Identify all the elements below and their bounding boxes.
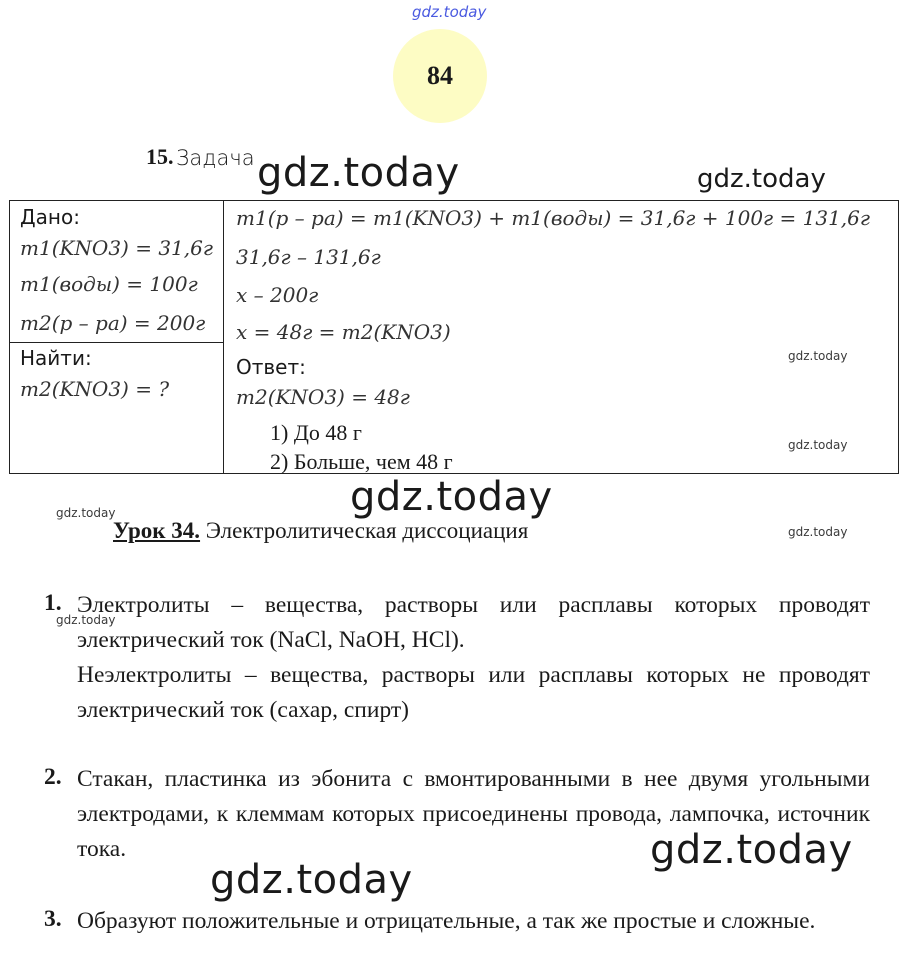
answer-option-2: 2) Больше, чем 48 г — [270, 449, 453, 474]
answer-label: Ответ: — [236, 355, 306, 379]
given-line-1 — [20, 236, 213, 260]
watermark: gdz.today — [788, 349, 848, 363]
watermark: gdz.today — [697, 164, 826, 194]
watermark: gdz.today — [350, 474, 553, 520]
watermark: gdz.today — [788, 525, 848, 539]
lesson-title: Электролитическая диссоциация — [205, 518, 529, 543]
watermark: gdz.today — [257, 150, 460, 196]
solution-line-1: m1(р – ра) = m1(KNO3) + m1(воды) = 31,6г + 100г = 131,6г — [236, 206, 870, 230]
page-number: 84 — [427, 61, 453, 90]
solution-line-2: 31,6г – 131,6г — [236, 245, 381, 269]
answer-option-1: 1) До 48 г — [270, 420, 362, 445]
item-2-number: 2. — [44, 764, 62, 790]
item-3-paragraph: Образуют положительные и отрицательные, а так же простые и сложные. — [77, 908, 816, 934]
watermark: gdz.today — [56, 506, 116, 520]
task-title: Задача — [176, 146, 255, 170]
given-header: Дано: — [20, 205, 80, 229]
item-1-paragraph-2: Неэлектролиты – вещества, растворы или расплавы которых не проводят электрический ток (сахар, спирт) — [77, 662, 870, 723]
given-line-2: m1(воды) = 100г — [20, 272, 198, 296]
item-2-paragraph: Стакан, пластинка из эбонита с вмонтированными в нее двумя угольными электродами, к клеммам которых присоединены провода, лампочка, источник тока. — [77, 766, 870, 862]
item-1-number: 1. — [44, 590, 62, 616]
watermark: gdz.today — [210, 857, 413, 903]
solution-line-3: x – 200г — [236, 283, 319, 307]
given-line-1-text: m1(KNO3) = 31,6г — [20, 236, 213, 260]
watermark: gdz.today — [56, 613, 116, 627]
site-logo-text: gdz.today — [412, 3, 487, 21]
answer-value: m2(KNO3) = 48г — [236, 385, 410, 409]
lesson-number: Урок 34. — [113, 518, 201, 543]
find-line: m2(KNO3) = ? — [20, 377, 170, 401]
lesson-heading — [113, 518, 528, 544]
find-header: Найти: — [20, 346, 92, 370]
item-3-number: 3. — [44, 906, 62, 932]
solution-line-4: x = 48г = m2(KNO3) — [236, 320, 451, 344]
item-1-paragraph-1: Электролиты – вещества, растворы или расплавы которых проводят электрический ток (NaCl, NaOH, HCl). — [77, 592, 870, 653]
given-line-3: m2(р – ра) = 200г — [20, 311, 206, 335]
task-number: 15. — [146, 144, 174, 169]
watermark: gdz.today — [788, 438, 848, 452]
watermark: gdz.today — [650, 827, 853, 873]
